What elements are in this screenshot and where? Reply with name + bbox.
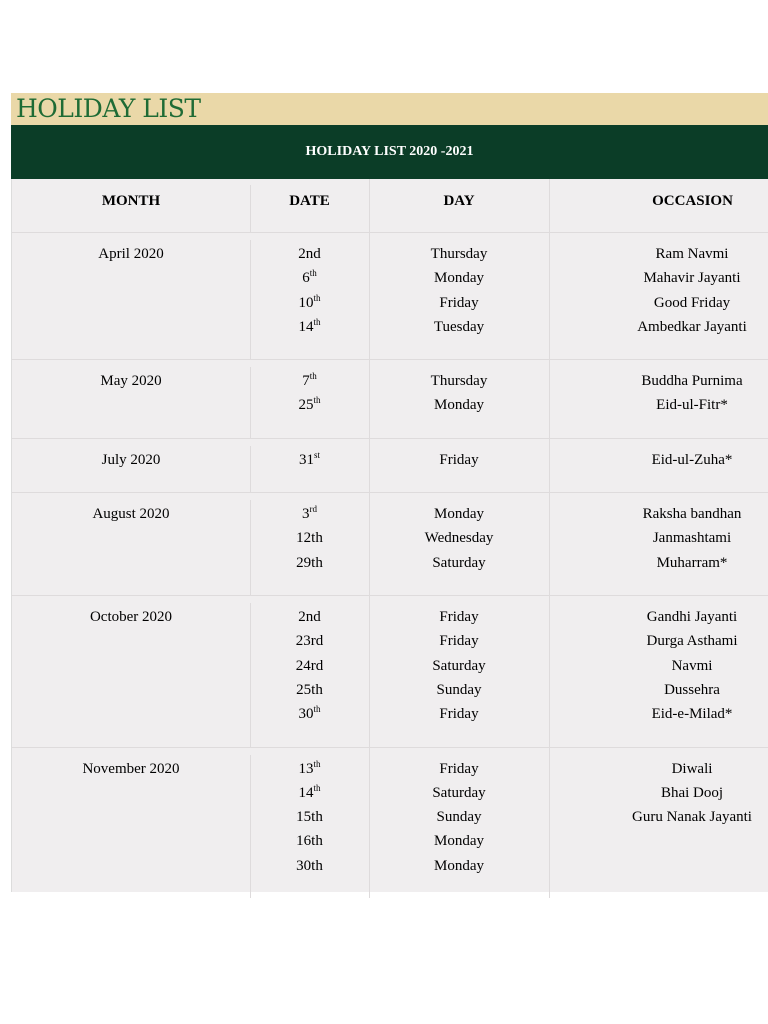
date-number: 14: [298, 318, 314, 335]
day-cell: [369, 369, 549, 418]
table-row: [12, 438, 768, 492]
date-number: 24rd: [295, 657, 324, 674]
month-label: August 2020: [92, 506, 170, 523]
occasion-value: Ram Navmi: [655, 246, 729, 262]
day-value: Friday: [439, 706, 479, 723]
month-label: July 2020: [101, 451, 161, 468]
date-number: 7: [302, 373, 310, 390]
date-value: [250, 757, 369, 781]
date-cell: [250, 448, 369, 472]
column-header-day: DAY: [443, 193, 475, 209]
date-value: [250, 242, 369, 266]
date-number: 25: [298, 397, 314, 414]
date-value: [250, 654, 369, 678]
column-divider: [549, 179, 550, 232]
occasion-value: Dussehra: [664, 681, 720, 698]
occasion-value: Gandhi Jayanti: [646, 609, 738, 625]
date-cell: [250, 242, 369, 339]
occasion-value: Janmashtami: [652, 530, 732, 547]
date-value: [250, 702, 369, 726]
page-title: HOLIDAY LIST: [16, 94, 201, 123]
day-cell: [369, 502, 549, 575]
day-value: Monday: [434, 857, 484, 874]
month-label: April 2020: [98, 246, 164, 262]
occasion-cell: [549, 605, 768, 726]
occasion-cell: [549, 502, 768, 575]
date-value: [250, 854, 369, 878]
month-cell: [12, 757, 250, 781]
date-number: 10: [298, 294, 314, 311]
column-divider: [250, 185, 251, 232]
day-value: Monday: [434, 506, 484, 523]
day-cell: [369, 605, 549, 726]
day-cell: [369, 242, 549, 339]
banner: [11, 125, 768, 179]
date-number: 2nd: [298, 609, 321, 625]
month-cell: [12, 605, 250, 629]
date-value: [250, 629, 369, 653]
date-value: [250, 448, 369, 472]
month-label: November 2020: [82, 760, 180, 777]
month-label: October 2020: [89, 609, 173, 625]
table-row: [12, 492, 768, 595]
day-value: Friday: [439, 451, 479, 468]
date-number: 16th: [296, 833, 323, 850]
column-header-month: MONTH: [101, 193, 161, 209]
date-suffix: th: [313, 704, 321, 715]
occasion-value: Bhai Dooj: [660, 784, 724, 801]
day-value: Monday: [434, 833, 484, 850]
day-value: Saturday: [432, 657, 486, 674]
occasion-value: Guru Nanak Jayanti: [632, 809, 752, 826]
date-suffix: th: [313, 316, 321, 327]
date-cell: [250, 757, 369, 878]
date-suffix: th: [313, 758, 321, 769]
month-cell: [12, 242, 250, 266]
month-cell: [12, 369, 250, 393]
occasion-value: Muharram*: [656, 554, 728, 571]
column-header-occasion: OCCASION: [652, 193, 733, 209]
day-value: Saturday: [432, 554, 486, 571]
date-suffix: st: [313, 449, 320, 460]
date-suffix: th: [309, 371, 317, 382]
month-cell: [12, 502, 250, 526]
date-number: 29th: [296, 554, 323, 571]
date-suffix: th: [309, 268, 317, 279]
day-value: Wednesday: [424, 530, 494, 547]
occasion-value: Navmi: [671, 657, 713, 674]
date-number: 3: [302, 506, 310, 523]
day-cell: [369, 757, 549, 878]
occasion-cell: [549, 242, 768, 339]
date-cell: [250, 369, 369, 418]
day-value: Thursday: [430, 373, 488, 390]
date-value: [250, 266, 369, 290]
date-number: 30th: [296, 857, 323, 874]
date-value: [250, 829, 369, 853]
date-number: 30: [298, 706, 314, 723]
date-number: 15th: [296, 809, 323, 826]
day-value: Tuesday: [433, 318, 485, 335]
date-suffix: th: [313, 292, 321, 303]
date-suffix: th: [313, 782, 321, 793]
date-number: 31: [298, 451, 314, 468]
date-suffix: th: [313, 395, 321, 406]
date-value: [250, 678, 369, 702]
occasion-cell: [549, 448, 768, 472]
date-number: 12th: [296, 530, 323, 547]
occasion-cell: [549, 369, 768, 418]
day-value: Friday: [439, 633, 479, 650]
day-value: Monday: [434, 397, 484, 414]
day-value: Friday: [439, 294, 479, 311]
month-cell: [12, 448, 250, 472]
date-number: 14: [298, 784, 314, 801]
day-value: Friday: [439, 760, 479, 777]
date-suffix: rd: [309, 504, 317, 515]
date-value: [250, 369, 369, 393]
date-value: [250, 805, 369, 829]
date-value: [250, 526, 369, 550]
occasion-value: Eid-ul-Zuha*: [651, 451, 733, 468]
date-value: [250, 315, 369, 339]
holiday-table: [11, 179, 768, 892]
occasion-value: Ambedkar Jayanti: [637, 318, 747, 335]
month-label: May 2020: [100, 373, 162, 390]
day-value: Sunday: [436, 809, 482, 826]
occasion-value: Eid-e-Milad*: [651, 706, 733, 723]
date-cell: [250, 502, 369, 575]
day-value: Thursday: [430, 246, 488, 262]
date-value: [250, 502, 369, 526]
title-bar: [11, 93, 768, 125]
occasion-value: Durga Asthami: [646, 633, 738, 650]
date-number: 25th: [296, 681, 323, 698]
occasion-cell: [549, 757, 768, 830]
banner-text: HOLIDAY LIST 2020 -2021: [305, 144, 474, 159]
date-value: [250, 551, 369, 575]
occasion-value: Buddha Purnima: [641, 373, 743, 390]
date-value: [250, 291, 369, 315]
table-row: [12, 595, 768, 747]
day-value: Sunday: [436, 681, 482, 698]
date-number: 6: [302, 270, 310, 287]
day-value: Monday: [434, 270, 484, 287]
date-number: 2nd: [298, 246, 321, 262]
day-value: Friday: [439, 609, 479, 625]
occasion-value: Raksha bandhan: [642, 506, 742, 523]
table-row: [12, 747, 768, 899]
day-value: Saturday: [432, 784, 486, 801]
column-header-date: DATE: [289, 193, 330, 209]
date-value: [250, 781, 369, 805]
occasion-value: Mahavir Jayanti: [643, 270, 741, 287]
day-cell: [369, 448, 549, 472]
date-cell: [250, 605, 369, 726]
date-value: [250, 393, 369, 417]
date-number: 23rd: [295, 633, 324, 650]
date-number: 13: [298, 760, 314, 777]
table-row: [12, 232, 768, 359]
column-divider: [369, 179, 370, 232]
date-value: [250, 605, 369, 629]
occasion-value: Diwali: [671, 760, 713, 777]
occasion-value: Good Friday: [653, 294, 731, 311]
occasion-value: Eid-ul-Fitr*: [656, 397, 728, 414]
table-row: [12, 359, 768, 438]
